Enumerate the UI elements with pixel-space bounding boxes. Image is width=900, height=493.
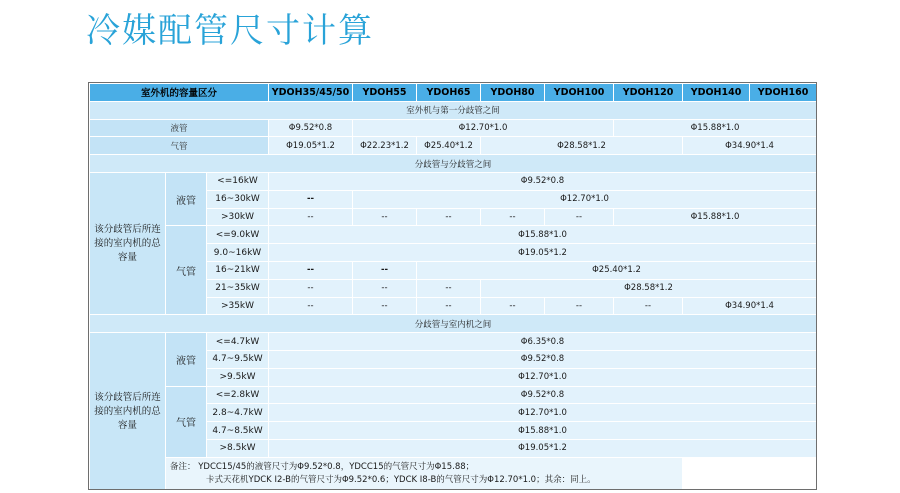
page-title: 冷媒配管尺寸计算: [86, 11, 374, 51]
table-cell: --: [545, 208, 614, 226]
header-corner: 室外机的容量区分: [90, 84, 269, 102]
model-header: YDOH100: [545, 84, 614, 102]
section-title: 分歧管与室内机之间: [90, 315, 817, 333]
table-cell: --: [269, 261, 353, 279]
table-cell: Φ19.05*1.2: [269, 244, 817, 262]
capacity-label: >35kW: [207, 297, 269, 315]
capacity-label: 9.0~16kW: [207, 244, 269, 262]
table-cell: --: [545, 297, 614, 315]
capacity-label: 4.7~8.5kW: [207, 422, 269, 440]
model-header: YDOH160: [750, 84, 817, 102]
table-cell: Φ15.88*1.0: [614, 119, 817, 137]
pipe-type-label: 气管: [166, 226, 207, 315]
table-cell: --: [417, 297, 481, 315]
table-cell: --: [417, 208, 481, 226]
row-label: 气管: [90, 137, 269, 155]
table-cell: Φ9.52*0.8: [269, 350, 817, 368]
table-cell: Φ15.88*1.0: [614, 208, 817, 226]
note-row: [90, 457, 817, 490]
capacity-label: 21~35kW: [207, 279, 269, 297]
note-line: 备注： YDCC15/45的液管尺寸为Φ9.52*0.8，YDCC15的气管尺寸为Φ15.88；: [170, 462, 475, 473]
table-cell: Φ12.70*1.0: [353, 119, 614, 137]
table-cell: --: [481, 208, 545, 226]
capacity-label: 4.7~9.5kW: [207, 350, 269, 368]
table-cell: --: [353, 261, 417, 279]
table-cell: --: [269, 279, 353, 297]
table-cell: Φ9.52*0.8: [269, 172, 817, 190]
table-cell: Φ6.35*0.8: [269, 333, 817, 351]
table-cell: Φ12.70*1.0: [269, 404, 817, 422]
pipe-size-table: [88, 82, 817, 490]
table-cell: Φ15.88*1.0: [269, 226, 817, 244]
note-line: 卡式天花机YDCK I2-B的气管尺寸为Φ9.52*0.6；YDCK I8-B的气管尺寸为Φ12.70*1.0；其余：同上。: [206, 475, 596, 486]
note-cell: [166, 457, 683, 490]
table-cell: Φ12.70*1.0: [353, 190, 817, 208]
table-cell: Φ9.52*0.8: [269, 119, 353, 137]
group-label: 该分歧管后所连接的室内机的总容量: [90, 172, 166, 314]
table-cell: Φ28.58*1.2: [481, 279, 817, 297]
table-cell: Φ34.90*1.4: [683, 297, 817, 315]
table-cell: --: [353, 208, 417, 226]
pipe-type-label: 液管: [166, 172, 207, 225]
model-header: YDOH80: [481, 84, 545, 102]
table-row: [90, 119, 817, 137]
header-row: [90, 84, 817, 102]
section-title: 室外机与第一分歧管之间: [90, 101, 817, 119]
table-row: [90, 333, 817, 351]
table-cell: Φ15.88*1.0: [269, 422, 817, 440]
table-row: [90, 386, 817, 404]
table-row: [90, 226, 817, 244]
capacity-label: 16~30kW: [207, 190, 269, 208]
group-label: 该分歧管后所连接的室内机的总容量: [90, 333, 166, 490]
pipe-type-label: 液管: [166, 333, 207, 386]
table-cell: Φ9.52*0.8: [269, 386, 817, 404]
capacity-label: 2.8~4.7kW: [207, 404, 269, 422]
capacity-label: <=2.8kW: [207, 386, 269, 404]
capacity-label: >8.5kW: [207, 439, 269, 457]
capacity-label: <=9.0kW: [207, 226, 269, 244]
section-title: 分歧管与分歧管之间: [90, 155, 817, 173]
capacity-label: >30kW: [207, 208, 269, 226]
capacity-label: 16~21kW: [207, 261, 269, 279]
table-cell: Φ19.05*1.2: [269, 137, 353, 155]
table-cell: Φ28.58*1.2: [481, 137, 683, 155]
pipe-type-label: 气管: [166, 386, 207, 457]
capacity-label: <=4.7kW: [207, 333, 269, 351]
row-label: 液管: [90, 119, 269, 137]
table-row: [90, 137, 817, 155]
table-cell: --: [353, 279, 417, 297]
table-cell: --: [417, 279, 481, 297]
table-cell: --: [269, 208, 353, 226]
table-cell: Φ34.90*1.4: [683, 137, 817, 155]
table-cell: --: [269, 190, 353, 208]
model-header: YDOH120: [614, 84, 683, 102]
table-cell: Φ22.23*1.2: [353, 137, 417, 155]
table-cell: Φ25.40*1.2: [417, 261, 817, 279]
table-cell: --: [614, 297, 683, 315]
table-cell: Φ12.70*1.0: [269, 368, 817, 386]
table-cell: --: [269, 297, 353, 315]
table-cell: --: [481, 297, 545, 315]
model-header: YDOH55: [353, 84, 417, 102]
model-header: YDOH140: [683, 84, 750, 102]
table-row: [90, 172, 817, 190]
capacity-label: <=16kW: [207, 172, 269, 190]
model-header: YDOH35/45/50: [269, 84, 353, 102]
capacity-label: >9.5kW: [207, 368, 269, 386]
table-cell: --: [353, 297, 417, 315]
model-header: YDOH65: [417, 84, 481, 102]
table-cell: Φ19.05*1.2: [269, 439, 817, 457]
table-cell: Φ25.40*1.2: [417, 137, 481, 155]
